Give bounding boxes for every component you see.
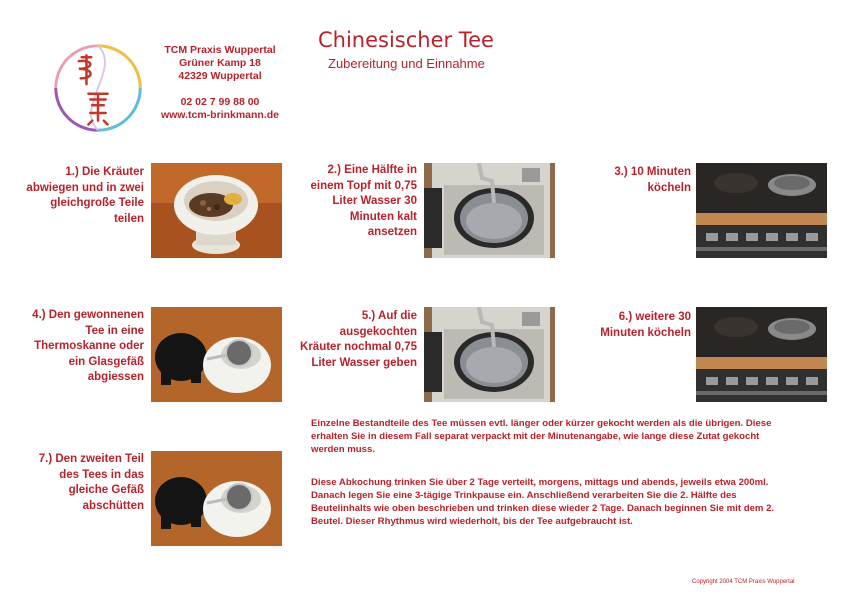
pot-sink-photo (424, 163, 555, 258)
step-2-label: 2.) Eine Hälfte in einem Topf mit 0,75 Liter Wasser 30 Minuten kalt ansetzen (310, 164, 417, 238)
step-6-label: 6.) weitere 30 Minuten köcheln (600, 311, 691, 339)
herbs-scale-photo (151, 163, 282, 258)
step-3-label: 3.) 10 Minuten köcheln (614, 166, 691, 194)
caduceus-qi-logo-icon (50, 40, 146, 136)
org-city: 42329 Wuppertal (178, 70, 262, 82)
step-5-label: 5.) Auf die ausgekochten Kräuter nochmal 0,75 Liter Wasser geben (300, 310, 417, 369)
org-phone: 02 02 7 99 88 00 (180, 96, 260, 108)
org-website: www.tcm-brinkmann.de (160, 109, 280, 121)
pot-sink-photo (424, 307, 555, 402)
thermos-strainer-photo (151, 451, 282, 546)
org-name: TCM Praxis Wuppertal (164, 44, 276, 56)
copyright: Copyright 2004 TCM Praxis Wuppertal (692, 579, 795, 585)
thermos-strainer-photo (151, 307, 282, 402)
org-street: Grüner Kamp 18 (179, 57, 261, 69)
step-1-label: 1.) Die Kräuter abwiegen und in zwei gleichgroße Teile teilen (26, 166, 144, 225)
stove-pot-photo (696, 163, 827, 258)
step-7-label: 7.) Den zweiten Teil des Tees in das gleiche Gefäß abschütten (38, 453, 144, 512)
stove-pot-photo (696, 307, 827, 402)
page-title: Chinesischer Tee (318, 28, 494, 52)
page-subtitle: Zubereitung und Einnahme (328, 56, 485, 71)
step-4-label: 4.) Den gewonnenen Tee in eine Thermoskanne oder ein Glasgefäß abgiessen (32, 309, 144, 383)
note-cooking-times: Einzelne Bestandteile des Tee müssen evtl. länger oder kürzer gekocht werden als die übrigen. Diese erhalten Sie in diesem Fall separat verpackt mit der Minutenangabe, wie lange diese Zutat gekocht werden muss. (311, 418, 772, 455)
note-drinking-rhythm: Diese Abkochung trinken Sie über 2 Tage verteilt, morgens, mittags und abends, jeweils etwa 200ml. Danach legen Sie eine 3-tägige Trinkpause ein. Anschließend verarbeiten Sie die 2. Hälfte des Beutelinhalts wie oben beschrieben und trinken diese wieder 2 Tage. Danach beginnen Sie mit dem 2. Beutel. Dieser Rhythmus wird wiederholt, bis der Tee aufgebraucht ist. (311, 477, 775, 527)
practice-address (150, 44, 290, 122)
